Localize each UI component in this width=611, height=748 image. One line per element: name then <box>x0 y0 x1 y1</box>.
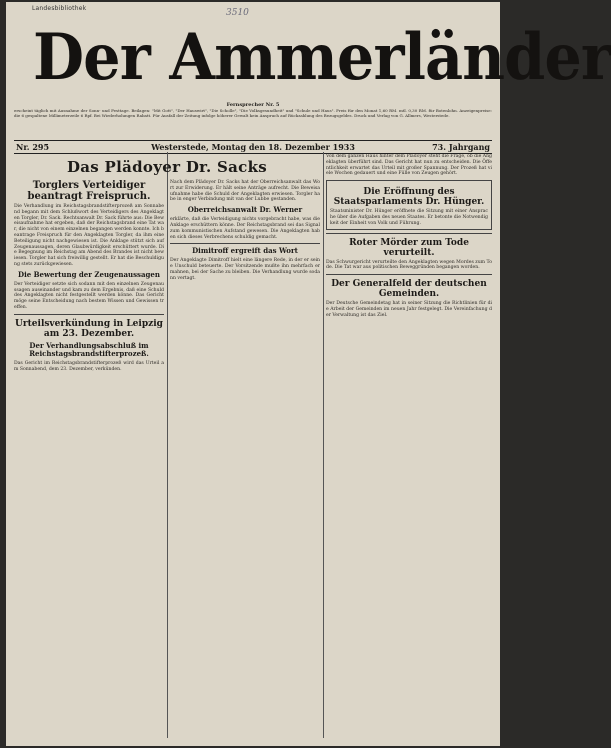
article-body: Der Deutsche Gemeindetag hat in seiner Sitzung die Richtlinien für die Arbeit der Gemeinden im neuen Jahr festgelegt. Die Vereinfachung der Verwaltung ist das Ziel. <box>326 301 492 318</box>
article-body: erklärte, daß die Verteidigung nichts vorgebracht habe, was die Anklage erschüttern könne. Der Reichstagsbrand sei das Signal zum kommunistischen Aufstand gewesen. Die Angeklagten haben sich dieses Verbrechens schuldig gemacht. <box>170 217 320 240</box>
issue-date: Westerstede, Montag den 18. Dezember 1933 <box>151 142 355 152</box>
handwritten-note: 3510 <box>226 8 249 18</box>
article-body: Die Verhandlung im Reichstagsbrandstifterprozeß am Sonnabend begann mit dem Schlußwort des Verteidigers des Angeklagten Torgler, Dr. Sack. Rechtsanwalt Dr. Sack führte aus: Die Beweisaufnahme hat ergeben, daß der Reichstagsbrand eine Tat war, die nicht von einem einzelnen begangen werden konnte. Ich beantrage Freispruch für den Angeklagten Torgler, da ihm eine Beteiligung nicht nachgewiesen ist. Die Anklage stützt sich auf Zeugenaussagen, deren Glaubwürdigkeit erschüttert wurde. Die Begegnung im Reichstag am Abend des Brandes ist nicht bewiesen. Torgler hat sich freiwillig gestellt. Er hat die Beschuldigung stets zurückgewiesen. <box>14 204 164 267</box>
dateline-bar <box>14 140 492 154</box>
volume-year: 73. Jahrgang <box>432 142 490 152</box>
article-headline: Der Generalfeld der deutschen Gemeinden. <box>331 279 487 300</box>
section-subhead: Dimitroff ergreift das Wort <box>192 246 298 256</box>
divider <box>326 274 492 275</box>
section-subhead: Oberreichsanwalt Dr. Werner <box>187 205 303 215</box>
divider <box>326 233 492 234</box>
box-subhead: Der Verhandlungsabschluß im Reichstagsbrandstifterprozeß. <box>29 340 149 358</box>
article-body: Der Verteidiger setzte sich sodann mit den einzelnen Zeugenaussagen auseinander und kam zu dem Ergebnis, daß eine Schuld des Angeklagten nicht festgestellt werden könne. Das Gericht möge seine Entscheidung nach bestem Wissen und Gewissen treffen. <box>14 281 164 310</box>
article-body: Nach dem Plädoyer Dr. Sacks hat der Oberreichsanwalt das Wort zur Erwiderung. Er hält seine Anträge aufrecht. Die Beweisaufnahme habe die Schuld der Angeklagten erwiesen. Torgler habe in enger Verbindung mit van der Lubbe gestanden. <box>170 180 320 203</box>
box-headline: Die Eröffnung des Staatsparlaments Dr. Hünger. <box>333 187 485 208</box>
divider <box>14 314 164 315</box>
article-body: Das Schwurgericht verurteilte den Angeklagten wegen Mordes zum Tode. Die Tat war aus politischen Beweggründen begangen worden. <box>326 259 492 271</box>
masthead-title: Der Ammerländer <box>33 20 611 95</box>
publisher-info: erscheint täglich mit Ausnahme der Sonn- und Festtage. Beilagen: "Mit Gott", "Der Hauswirt", "Die Scholle", "Die Volksgesundheit" und "Schule und Haus". Preis für den Monat 1,60 RM. mtl. 0,30 RM. für Botenlohn. Anzeigenpreise: die 6 gespaltene Millimeterzeile 6 Rpf. Bei Wiederholungen Rabatt. Für Ausfall der Zeitung infolge höherer Gewalt kein Anspruch auf Rückzahlung des Bezugsgeldes. Druck und Verlag von G. Allmers, Westerstede. <box>14 108 492 118</box>
article-subhead: Torglers Verteidiger beantragt Freispruch. <box>27 180 151 202</box>
box-body: Staatsminister Dr. Hünger eröffnete die Sitzung mit einer Ansprache über die Aufgaben des neuen Staates. Er betonte die Notwendigkeit der Einheit von Volk und Führung. <box>330 209 488 226</box>
article-body: Der Angeklagte Dimitroff hielt eine längere Rede, in der er seine Unschuld beteuerte. Der Vorsitzende mußte ihn mehrfach ermahnen, bei der Sache zu bleiben. Die Verhandlung wurde sodann vertagt. <box>170 258 320 281</box>
column-divider <box>323 152 324 738</box>
divider <box>170 243 320 244</box>
box-headline: Urteilsverkündung in Leipzig am 23. Dezember. <box>15 318 163 339</box>
phone-label: Fernsprecher Nr. 5 <box>226 102 280 108</box>
box-body: Das Gericht im Reichstagsbrandstifterprozeß wird das Urteil am Sonnabend, dem 23. Dezember, verkünden. <box>14 360 164 372</box>
article-body: Von dem ganzen Haus hinter dem Plädoyer steht die Frage, ob die Angeklagten überführt sind. Das Gericht hat nun zu entscheiden. Die Öffentlichkeit erwartet das Urteil mit großer Spannung. Der Prozeß hat viele Wochen gedauert und eine Fülle von Zeugen gehört. <box>326 154 492 177</box>
boxed-article <box>326 180 492 229</box>
column-3 <box>326 154 492 738</box>
issue-number: Nr. 295 <box>16 142 50 152</box>
newspaper-page <box>6 2 611 746</box>
main-headline: Das Plädoyer Dr. Sacks <box>66 158 268 176</box>
column-2 <box>170 180 320 738</box>
library-stamp: Landesbibliothek <box>32 5 87 12</box>
section-subhead: Die Bewertung der Zeugenaussagen <box>18 269 160 279</box>
column-1 <box>14 178 164 738</box>
article-headline: Roter Mörder zum Tode verurteilt. <box>349 237 469 258</box>
column-divider <box>167 152 168 738</box>
